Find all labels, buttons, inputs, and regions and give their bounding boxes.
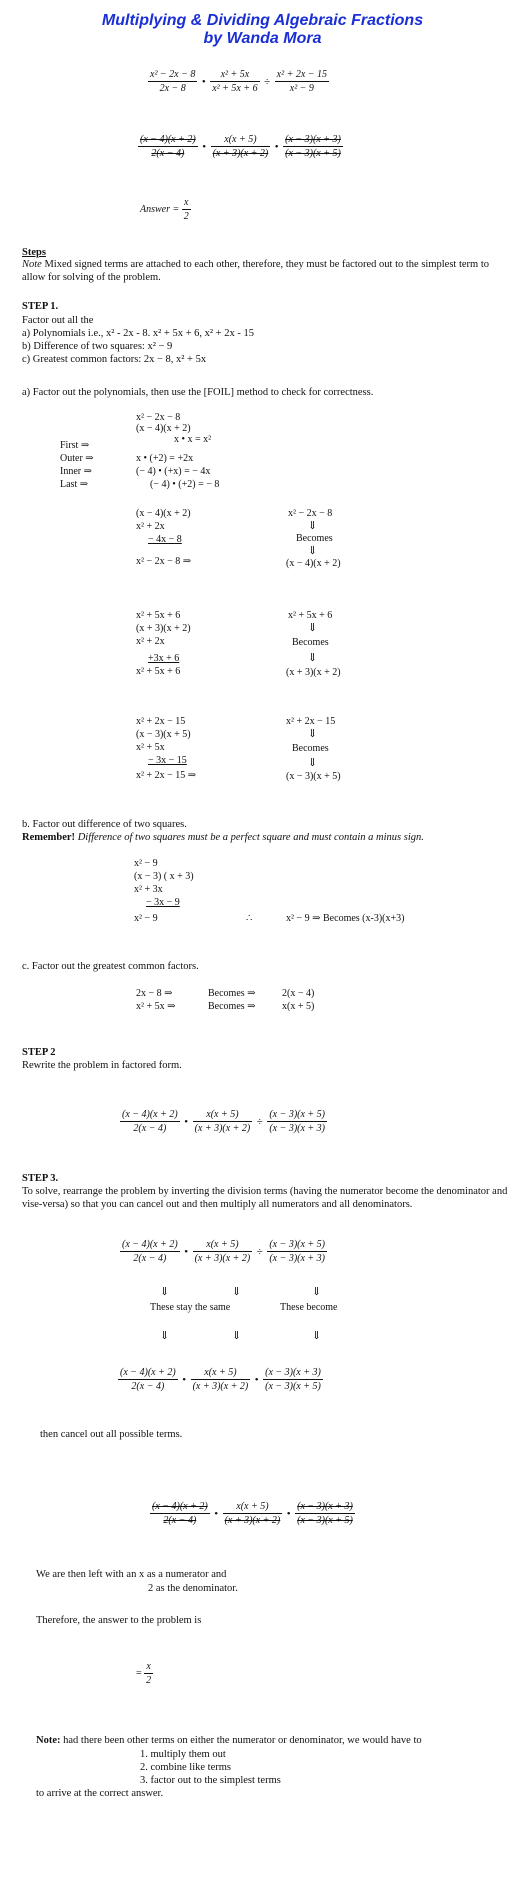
- step1-heading: STEP 1.: [22, 301, 59, 312]
- step3-heading: STEP 3.: [22, 1173, 59, 1184]
- problem-fraction-1: $\frac{\text{x² − 2x − 8}}{2x - 8}$: [150, 69, 196, 94]
- answer-line: Answer = $\frac{x}{2}$: [140, 197, 189, 222]
- stay-same-label: These stay the same: [150, 1302, 231, 1313]
- final-note: Note: had there been other terms on either the numerator or denominator, we would have to: [36, 1735, 422, 1746]
- step3-cancelled-expression: $\frac{(x - 4)(x + 2)}{2(x - 4)}$ • $\frac{x(x + 5)}{(x + 3)(x + 2)}$ • $\frac{(x - 3)(x + 3)}{(x - 3)(x + 5)}$: [152, 1501, 353, 1526]
- foil-outer: Outer ⇒: [60, 453, 94, 464]
- step3-after-expression: $\frac{(x - 4)(x + 2)}{2(x - 4)}$ • $\frac{x(x + 5)}{(x + 3)(x + 2)}$ • $\frac{(x - 3)(x + 3)}{(x - 3)(x + 5)}$: [120, 1367, 321, 1392]
- difference-of-squares-result: x² − 9 ⇒ Becomes (x-3)(x+3): [286, 913, 405, 924]
- step1-item-a: a) Polynomials i.e., x² - 2x - 8. x² + 5x + 6, x² + 2x - 15: [22, 328, 254, 339]
- foil-first: First ⇒: [60, 440, 90, 451]
- final-answer: = $\frac{x}{2}$: [136, 1661, 152, 1686]
- foil-last: Last ⇒: [60, 479, 89, 490]
- step1-a-text: a) Factor out the polynomials, then use the [FOIL] method to check for correctness.: [22, 387, 374, 398]
- author-line: by Wanda Mora: [203, 30, 322, 47]
- step1-b-text: b. Factor out difference of two squares.: [22, 819, 187, 830]
- steps-note: Note Mixed signed terms are attached to each other, therefore, they must be factored out to the simplest term to allow for solving of the problem.: [22, 259, 489, 283]
- step3-before-expression: $\frac{(x - 4)(x + 2)}{2(x - 4)}$ • $\frac{x(x + 5)}{(x + 3)(x + 2)}$ ÷ $\frac{(x - 3)(x + 5)}{(x - 3)(x + 3)}$: [122, 1239, 326, 1264]
- foil-inner: Inner ⇒: [60, 466, 92, 477]
- step1-item-b: b) Difference of two squares: x² − 9: [22, 341, 173, 352]
- remember-note: Remember! Difference of two squares must be a perfect square and must contain a minus sign.: [22, 832, 424, 843]
- step2-heading: STEP 2: [22, 1047, 56, 1058]
- problem-expression: $\frac{\text{x² − 2x − 8}}{2x - 8}$ • $\frac{\text{x² + 5x}}{\text{x² + 5x + 6}}$ ÷ $\frac{\text{x² + 2x − 15}}{\text{x² − 9}}$: [150, 69, 328, 94]
- step1-item-c: c) Greatest common factors: 2x − 8, x² + 5x: [22, 354, 207, 365]
- steps-heading: Steps: [22, 247, 46, 258]
- problem-fraction-2: $\frac{\text{x² + 5x}}{\text{x² + 5x + 6}}$: [212, 69, 258, 94]
- step2-expression: $\frac{(x - 4)(x + 2)}{2(x - 4)}$ • $\frac{x(x + 5)}{(x + 3)(x + 2)}$ ÷ $\frac{(x - 3)(x + 5)}{(x - 3)(x + 3)}$: [122, 1109, 326, 1134]
- page-title: Multiplying & Dividing Algebraic Fractions: [101, 12, 424, 29]
- problem-fraction-3: $\frac{\text{x² + 2x − 15}}{\text{x² − 9}}$: [276, 69, 328, 94]
- become-label: These become: [280, 1302, 338, 1313]
- cancelled-expression: $\frac{(x - 4)(x + 2)}{2(x - 4)}$ • $\frac{x(x + 5)}{(x + 3)(x + 2)}$ • $\frac{(x - 3)(x + 3)}{(x - 3)(x + 5)}$: [140, 134, 341, 159]
- step1-c-text: c. Factor out the greatest common factors.: [22, 961, 199, 972]
